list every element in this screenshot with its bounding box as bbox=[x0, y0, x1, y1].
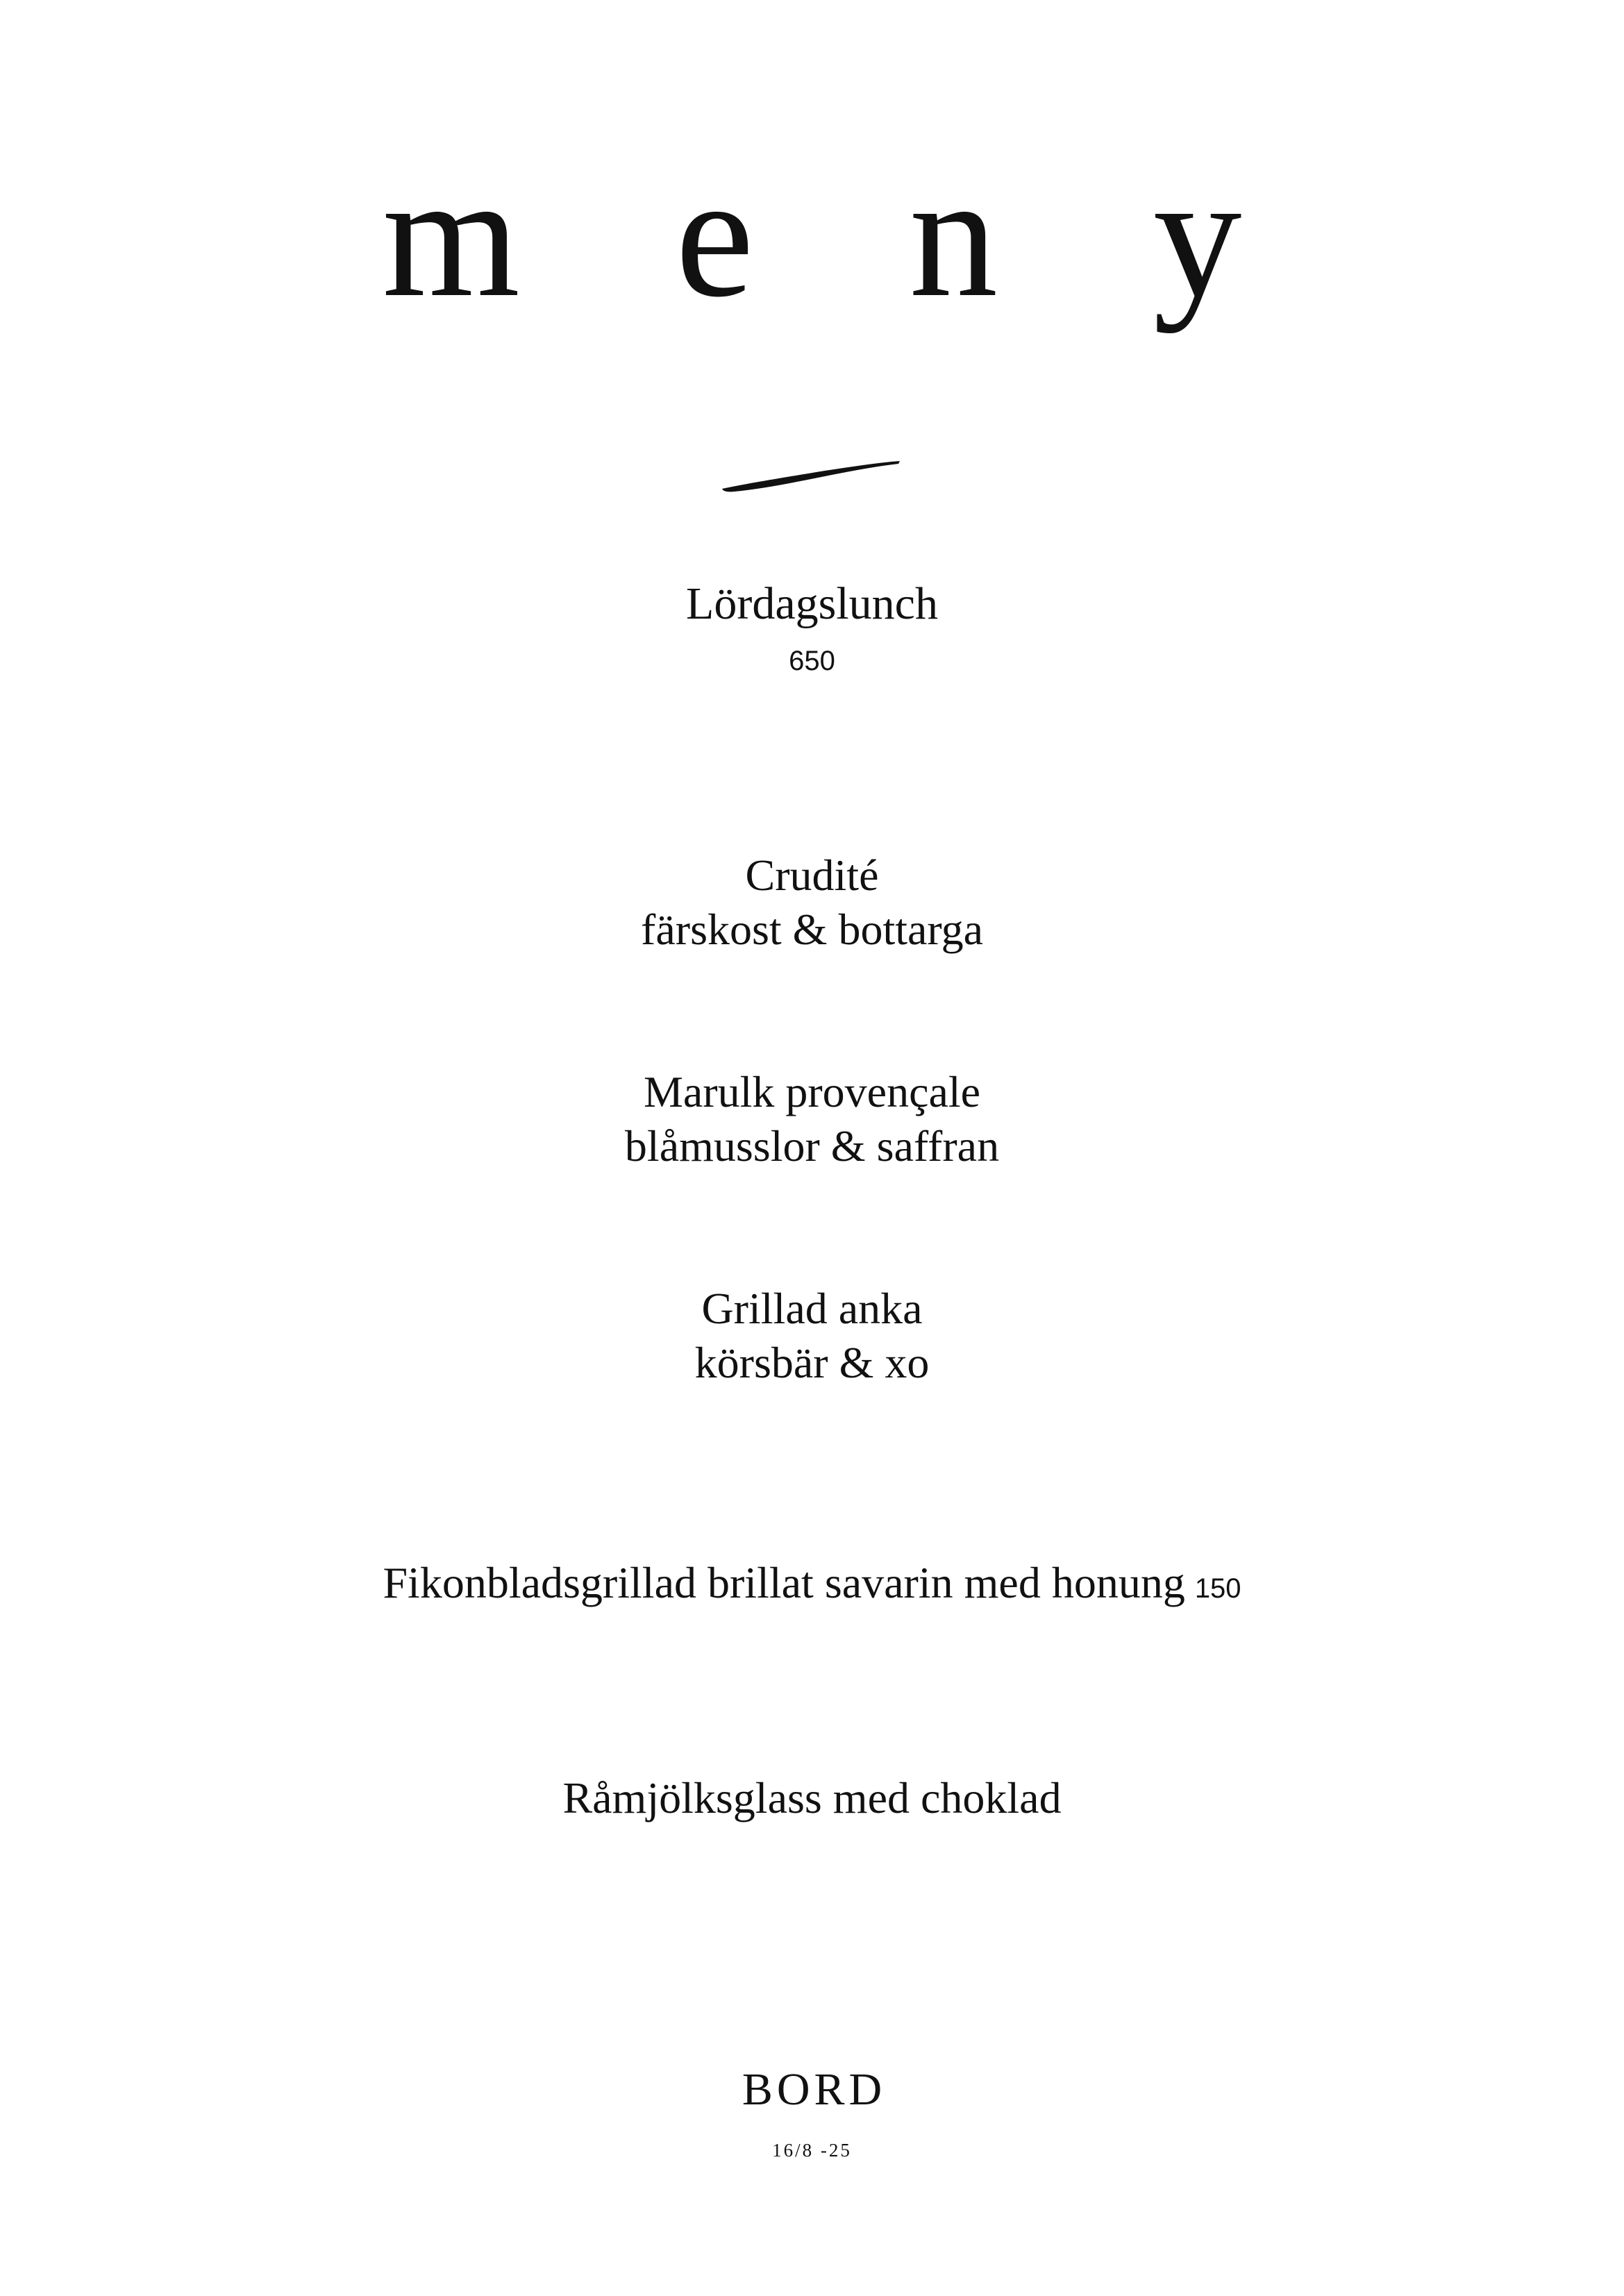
menu-title: m e n y bbox=[382, 138, 1298, 334]
brand-logo: BORD bbox=[742, 2064, 887, 2115]
course-item bbox=[0, 848, 1624, 957]
menu-name: Lördagslunch bbox=[686, 578, 938, 629]
course-detail: färskost & bottarga bbox=[641, 905, 983, 954]
course-detail: blåmusslor & saffran bbox=[624, 1121, 1000, 1171]
menu-price: 650 bbox=[789, 646, 835, 676]
extra-course-name: Fikonbladsgrillad brillat savarin med honung bbox=[383, 1558, 1185, 1607]
course-name: Crudité bbox=[745, 850, 879, 900]
dessert-item: Råmjölksglass med choklad bbox=[562, 1773, 1062, 1822]
brush-stroke-divider bbox=[721, 458, 901, 494]
course-detail: körsbär & xo bbox=[694, 1338, 930, 1387]
course-item bbox=[0, 1282, 1624, 1390]
course-name: Grillad anka bbox=[701, 1284, 923, 1333]
course-item bbox=[0, 1065, 1624, 1173]
course-name: Marulk provençale bbox=[643, 1067, 981, 1116]
extra-course bbox=[0, 1555, 1624, 1616]
menu-date: 16/8 -25 bbox=[772, 2140, 852, 2161]
extra-course-price: 150 bbox=[1194, 1573, 1241, 1604]
